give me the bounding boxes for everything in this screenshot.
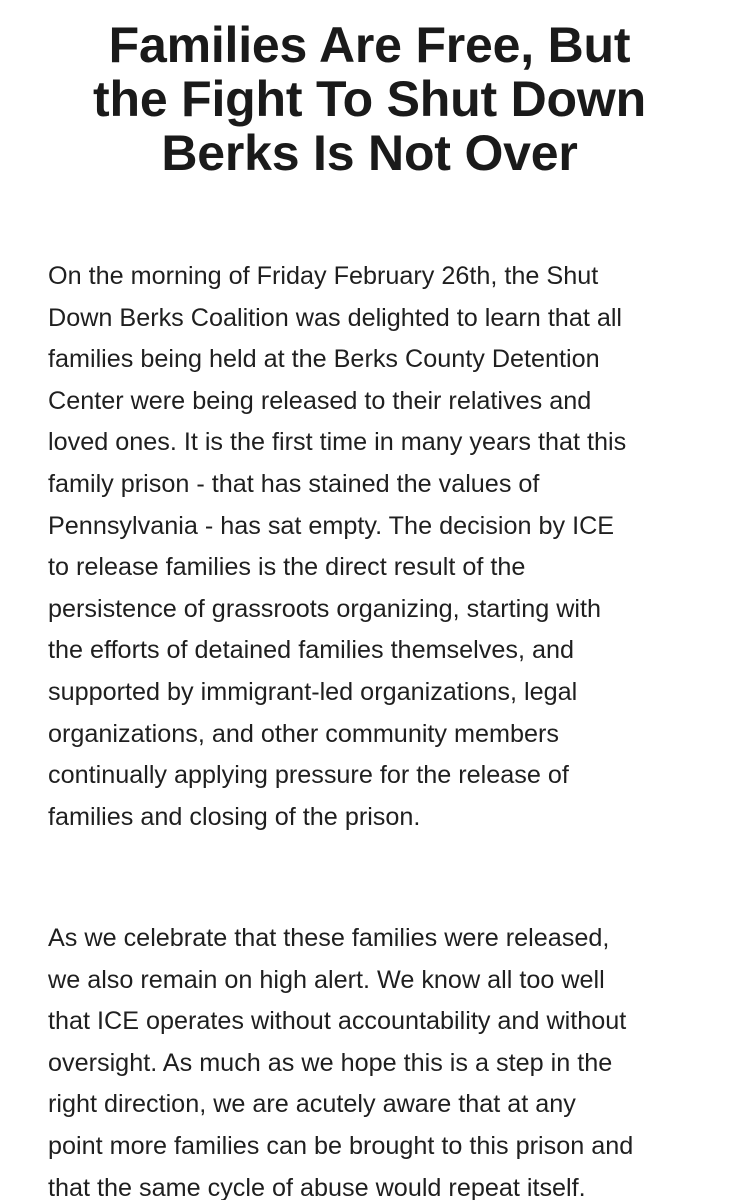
- paragraph-line: family prison - that has stained the values of: [48, 469, 540, 498]
- paragraph-line: persistence of grassroots organizing, starting with: [48, 594, 601, 623]
- paragraph-line: Pennsylvania - has sat empty. The decision by ICE: [48, 511, 615, 540]
- title-line: Families Are Free, But: [108, 17, 631, 73]
- paragraph-line: to release families is the direct result of the: [48, 553, 526, 582]
- paragraph-line: As we celebrate that these families were released,: [48, 924, 610, 952]
- paragraph-line: loved ones. It is the first time in many years that this: [48, 428, 627, 457]
- paragraph-line: Center were being released to their relatives and: [48, 386, 592, 415]
- paragraph-line: families and closing of the prison.: [48, 802, 421, 831]
- title-line: Berks Is Not Over: [161, 125, 578, 181]
- title-line: the Fight To Shut Down: [93, 71, 646, 127]
- paragraph-line: the efforts of detained families themselves, and: [48, 636, 574, 665]
- paragraph-line: right direction, we are acutely aware that at any: [48, 1090, 576, 1119]
- paragraph-line: families being held at the Berks County Detention: [48, 345, 600, 374]
- paragraph-line: Down Berks Coalition was delighted to learn that all: [48, 303, 623, 332]
- article-paragraph-1: [48, 256, 708, 838]
- paragraph-line: we also remain on high alert. We know all too well: [48, 965, 605, 994]
- article-title: [20, 18, 719, 180]
- article-paragraph-2: [48, 918, 708, 1200]
- paragraph-line: oversight. As much as we hope this is a step in the: [48, 1048, 613, 1077]
- paragraph-line: that ICE operates without accountability and without: [48, 1007, 627, 1036]
- paragraph-line: point more families can be brought to this prison and: [48, 1131, 634, 1160]
- paragraph-line: continually applying pressure for the release of: [48, 761, 569, 790]
- paragraph-line: On the morning of Friday February 26th, the Shut: [48, 262, 599, 290]
- paragraph-line: organizations, and other community members: [48, 719, 559, 748]
- paragraph-line: supported by immigrant-led organizations, legal: [48, 677, 578, 706]
- paragraph-line: that the same cycle of abuse would repeat itself.: [48, 1173, 586, 1200]
